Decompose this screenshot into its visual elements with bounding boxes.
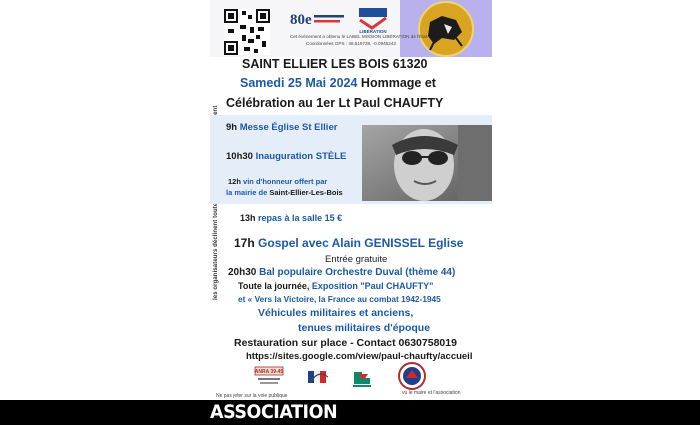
entree-gratuite: Entrée gratuite — [325, 254, 388, 265]
qr-code-icon — [224, 9, 270, 55]
messe-time: 9h — [226, 122, 238, 133]
program-messe — [226, 122, 337, 133]
gospel-text: Gospel avec Alain GENISSEL Eglise — [258, 236, 464, 250]
event-title-part2: Célébration au 1er Lt Paul CHAUFTY — [226, 96, 444, 110]
restauration-contact: Restauration sur place - Contact 0630758019 — [234, 337, 457, 349]
no-litter-notice: Ne pas jeter sur la voie publique — [216, 393, 288, 399]
gospel-time: 17h — [234, 236, 255, 250]
program-repas — [240, 213, 342, 223]
inaug-text: Inauguration STÈLE — [255, 151, 347, 162]
caption-bar — [0, 400, 700, 425]
anra-logo-icon — [254, 366, 284, 388]
journee-prefix: Toute la journée, — [238, 281, 310, 291]
vin-line2-prefix: la mairie de — [226, 188, 268, 197]
round-emblem-logo-icon — [398, 362, 426, 390]
svg-text:80e: 80e — [290, 12, 312, 28]
program-vin-line2 — [226, 188, 343, 197]
website-url: https://sites.google.com/view/paul-chaufty/accueil — [246, 351, 473, 362]
svg-text:LIBÉRATION: LIBÉRATION — [359, 29, 387, 34]
bal-text: Bal populaire Orchestre Duval (thème 44) — [259, 267, 456, 278]
repas-text: repas à la salle 15 € — [258, 213, 343, 223]
event-title-part1: Hommage et — [360, 76, 436, 90]
program-journee — [238, 281, 433, 291]
journee-expo: Exposition "Paul CHAUFTY" — [311, 281, 434, 291]
80-anniversary-logo-icon — [288, 10, 348, 28]
event-date-line — [240, 76, 436, 90]
program-inauguration — [226, 151, 346, 162]
vin-line2-place: Saint-Ellier-Les-Bois — [269, 188, 343, 197]
program-victoire: et « Vers la Victoire, la France au combat 1942-1945 — [238, 294, 441, 304]
paul-chaufty-photo — [362, 125, 492, 201]
program-gospel — [234, 236, 463, 250]
event-poster — [210, 0, 492, 400]
inaug-time: 10h30 — [226, 151, 253, 162]
event-place: SAINT ELLIER LES BOIS 61320 — [242, 57, 428, 71]
program-vin-line1 — [228, 177, 327, 186]
credit-agricole-logo-icon — [350, 368, 374, 388]
onac-logo-icon — [306, 367, 330, 387]
vin-text: vin d'honneur offert par — [243, 177, 328, 186]
messe-text: Messe Église St Ellier — [239, 122, 338, 133]
event-date: Samedi 25 Mai 2024 — [240, 76, 358, 90]
approval-notice: vu le maire et l'association — [402, 390, 461, 396]
program-bal — [228, 267, 455, 278]
bal-time: 20h30 — [228, 267, 257, 278]
label-mission-text: Cet événement a obtenu le LABEL MISSION LIBÉRATION de l'État — [290, 34, 428, 39]
gps-coordinates: Coordonnées GPS : 48.519738, -0.0945243 — [306, 41, 396, 46]
svg-text:ANRA 39-45: ANRA 39-45 — [254, 369, 284, 375]
program-tenues: tenues militaires d'époque — [298, 322, 431, 334]
repas-time: 13h — [240, 213, 256, 223]
liberation-logo-icon — [356, 6, 390, 34]
program-vehicules: Véhicules militaires et anciens, — [258, 307, 414, 319]
vin-time: 12h — [228, 177, 241, 186]
parachutist-photo — [400, 0, 492, 57]
caption-label: ASSOCIATION — [210, 401, 338, 423]
